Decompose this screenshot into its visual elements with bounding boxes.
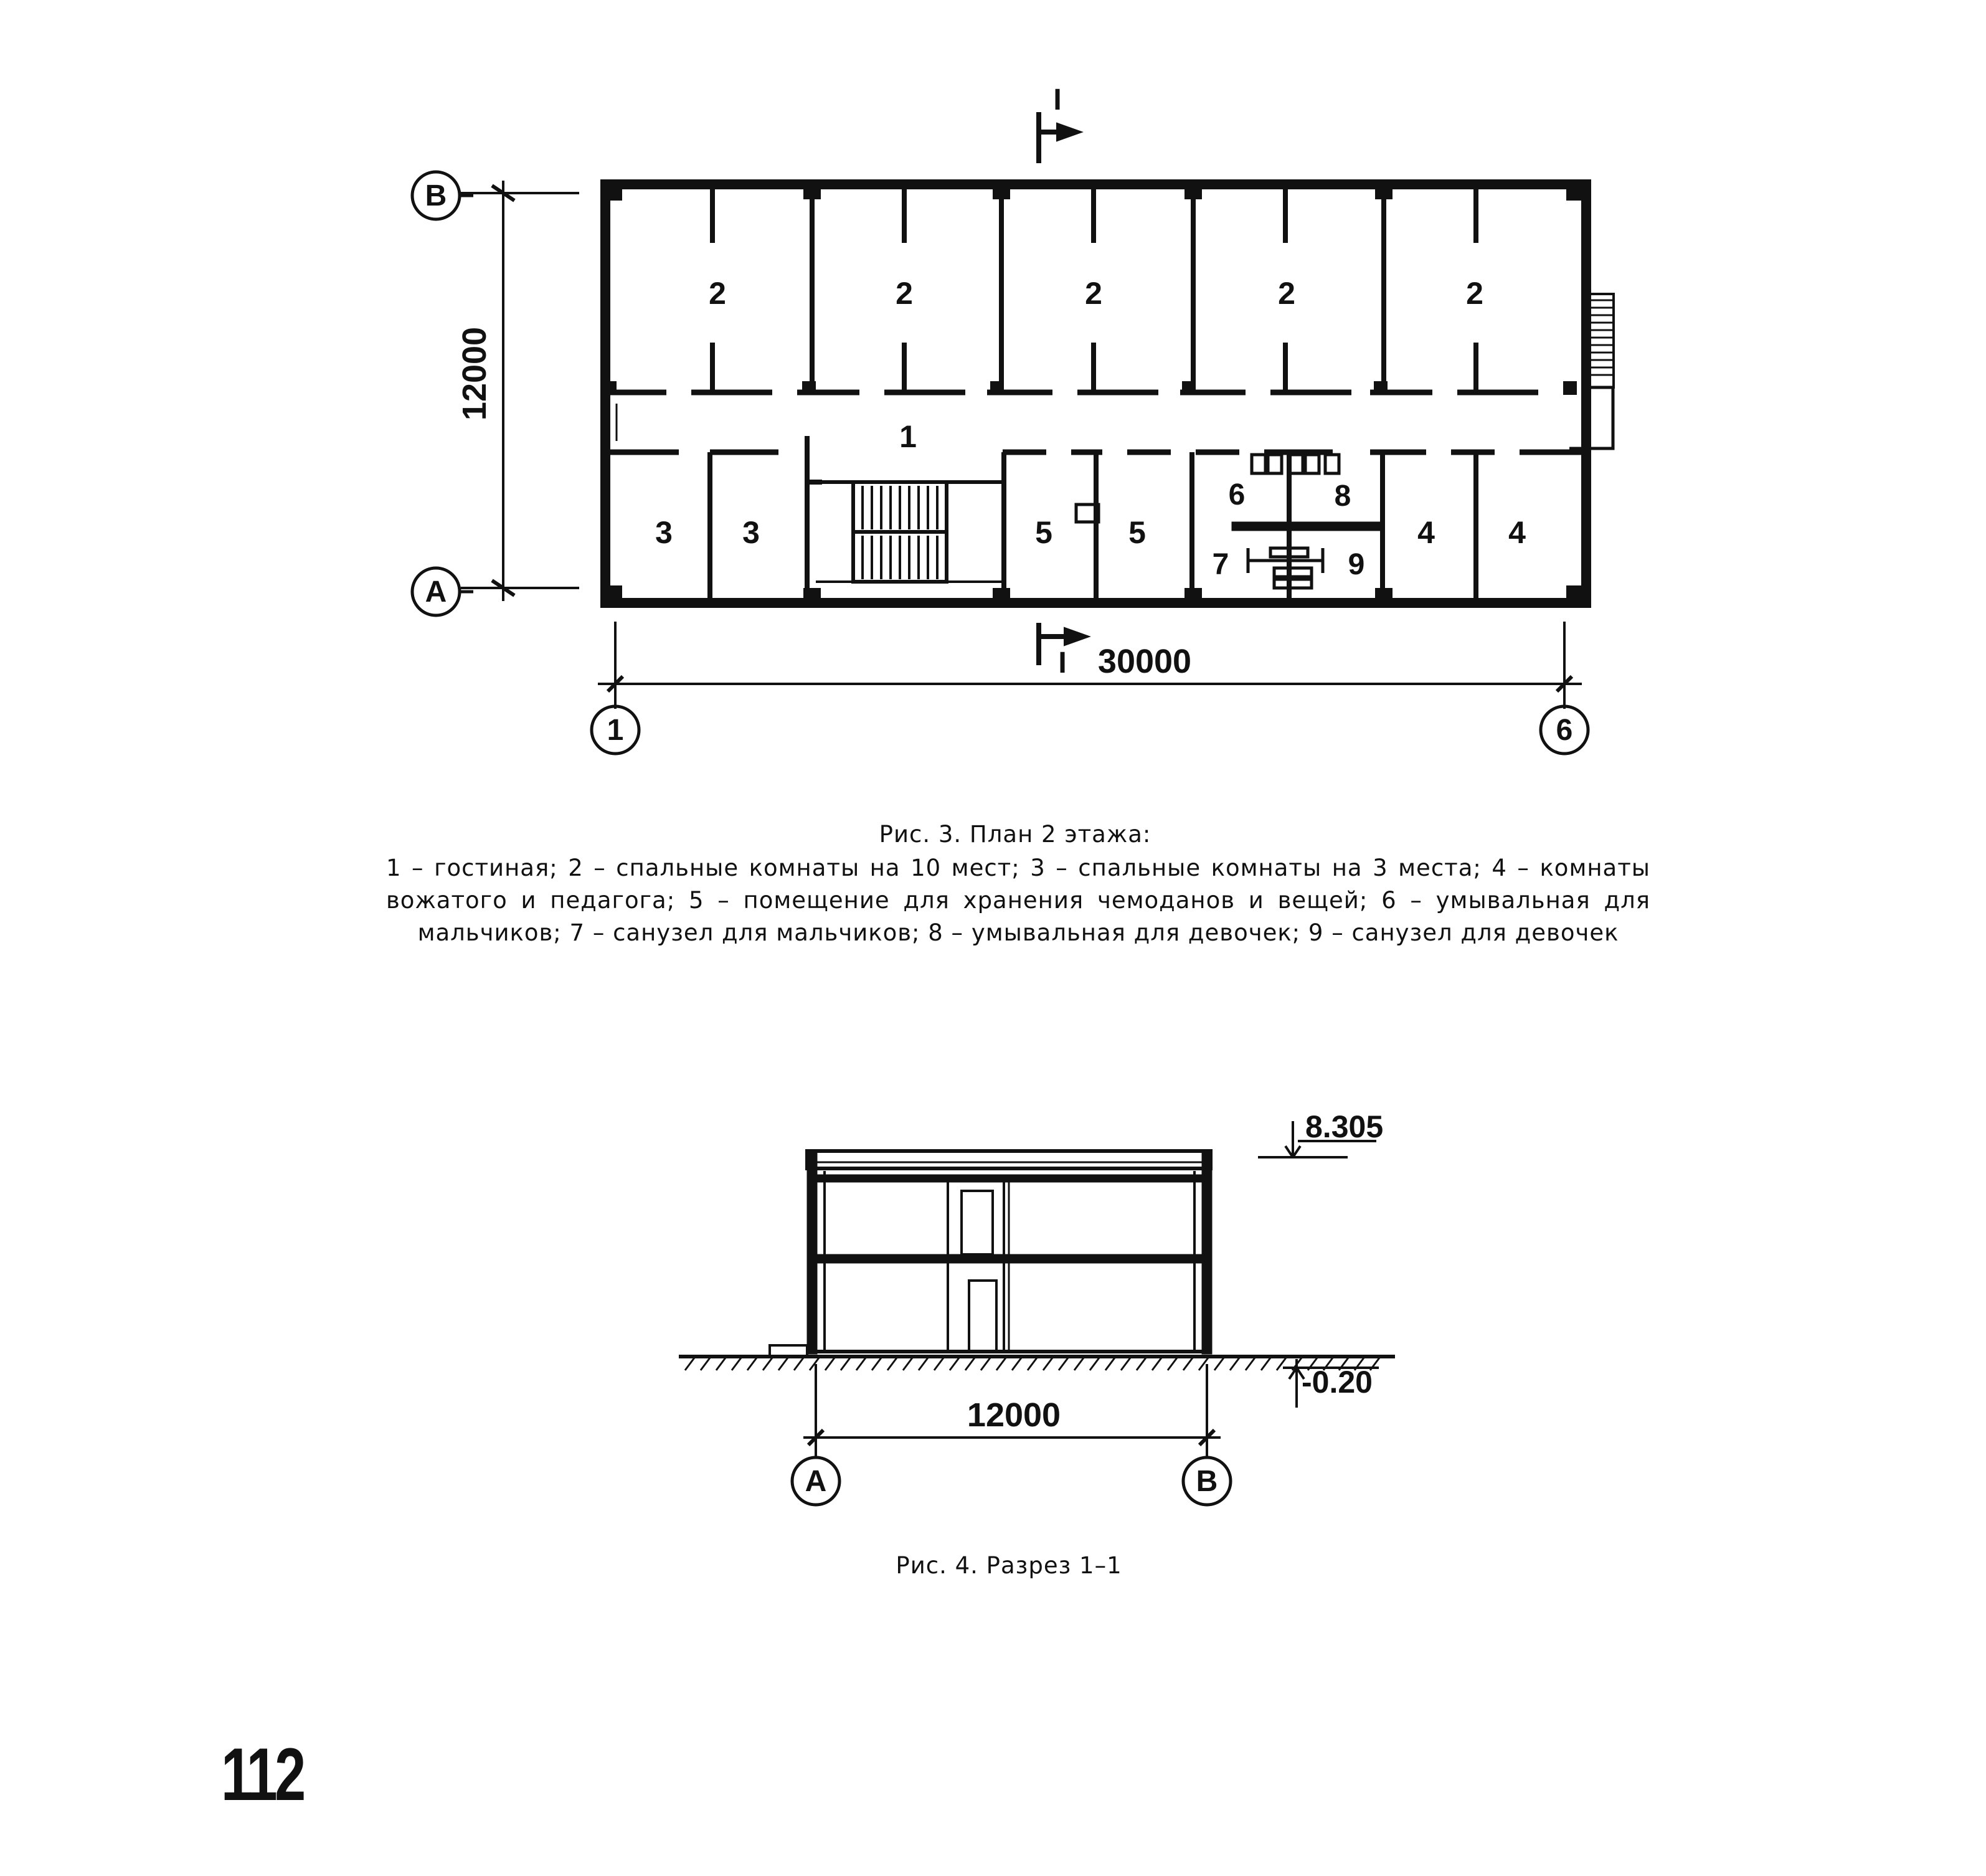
section-roof [807, 1151, 1211, 1168]
room-label-storage: 5 [1128, 515, 1146, 550]
room-label-bedroom-10: 2 [1466, 276, 1483, 311]
axis-label-left: 1 [607, 714, 624, 747]
section-mark-bottom-label: I [1058, 647, 1067, 680]
room-label-staff-room: 4 [1417, 515, 1435, 550]
section-mark-top [1039, 112, 1076, 163]
room-label-staff-room: 4 [1508, 515, 1526, 550]
room-label-living-room: 1 [899, 419, 917, 454]
room-label-storage: 5 [1035, 515, 1052, 550]
section-mark-top-label: I [1053, 83, 1062, 116]
room-label-washroom-boys: 6 [1228, 478, 1246, 511]
section-axis-label-left: А [805, 1465, 827, 1498]
section-drawing [679, 1121, 1395, 1505]
axis-label-right: 6 [1556, 714, 1573, 747]
figure4-caption: Рис. 4. Разрез 1–1 [896, 1552, 1122, 1579]
ground-hatching [685, 1358, 1379, 1370]
section-door-upper [962, 1191, 993, 1254]
room-label-bedroom-10: 2 [1085, 276, 1102, 311]
section-axis-label-right: В [1196, 1465, 1218, 1498]
room-label-bedroom-10: 2 [1278, 276, 1295, 311]
section-slab-middle [810, 1254, 1212, 1263]
section-slab-top [810, 1175, 1212, 1182]
dimension-length [598, 622, 1582, 709]
axis-label-bottom: А [425, 576, 447, 609]
figure3-caption-legend: 1 – гостиная; 2 – спальные комнаты на 10 мест; 3 – спальные комнаты на 3 места; 4 – комнаты вожатого и педагога; 5 – помещение для хранения чемоданов и вещей; 6 – умывальная для мальчиков; 7 – санузел для мальчиков; 8 – умывальная для девочек; 9 – санузел для девочек [386, 855, 1650, 946]
external-stair [1569, 294, 1614, 448]
room-label-bedroom-10: 2 [709, 276, 726, 311]
section-dimension-label: 12000 [967, 1396, 1061, 1434]
room-label-toilet-boys: 7 [1212, 548, 1229, 581]
page-number: 112 [221, 1733, 303, 1816]
room-label-washroom-girls: 8 [1334, 480, 1351, 513]
staircase [807, 482, 1004, 582]
floor-plan [412, 112, 1614, 754]
dimension-length-label: 30000 [1097, 643, 1192, 680]
axis-label-top: В [425, 179, 447, 212]
dimension-height-label: 12000 [456, 326, 493, 421]
room-label-bedroom-3: 3 [655, 515, 673, 550]
room-label-bedroom-3: 3 [742, 515, 760, 550]
room-label-bedroom-10: 2 [896, 276, 913, 311]
room-label-toilet-girls: 9 [1348, 548, 1365, 581]
top-elevation-label: 8.305 [1305, 1109, 1384, 1144]
section-axis-bubbles [792, 1457, 1231, 1505]
section-door-lower [969, 1281, 996, 1352]
figure3-caption-title: Рис. 3. План 2 этажа: [879, 821, 1151, 848]
ground-elevation-label: -0.20 [1302, 1365, 1373, 1400]
